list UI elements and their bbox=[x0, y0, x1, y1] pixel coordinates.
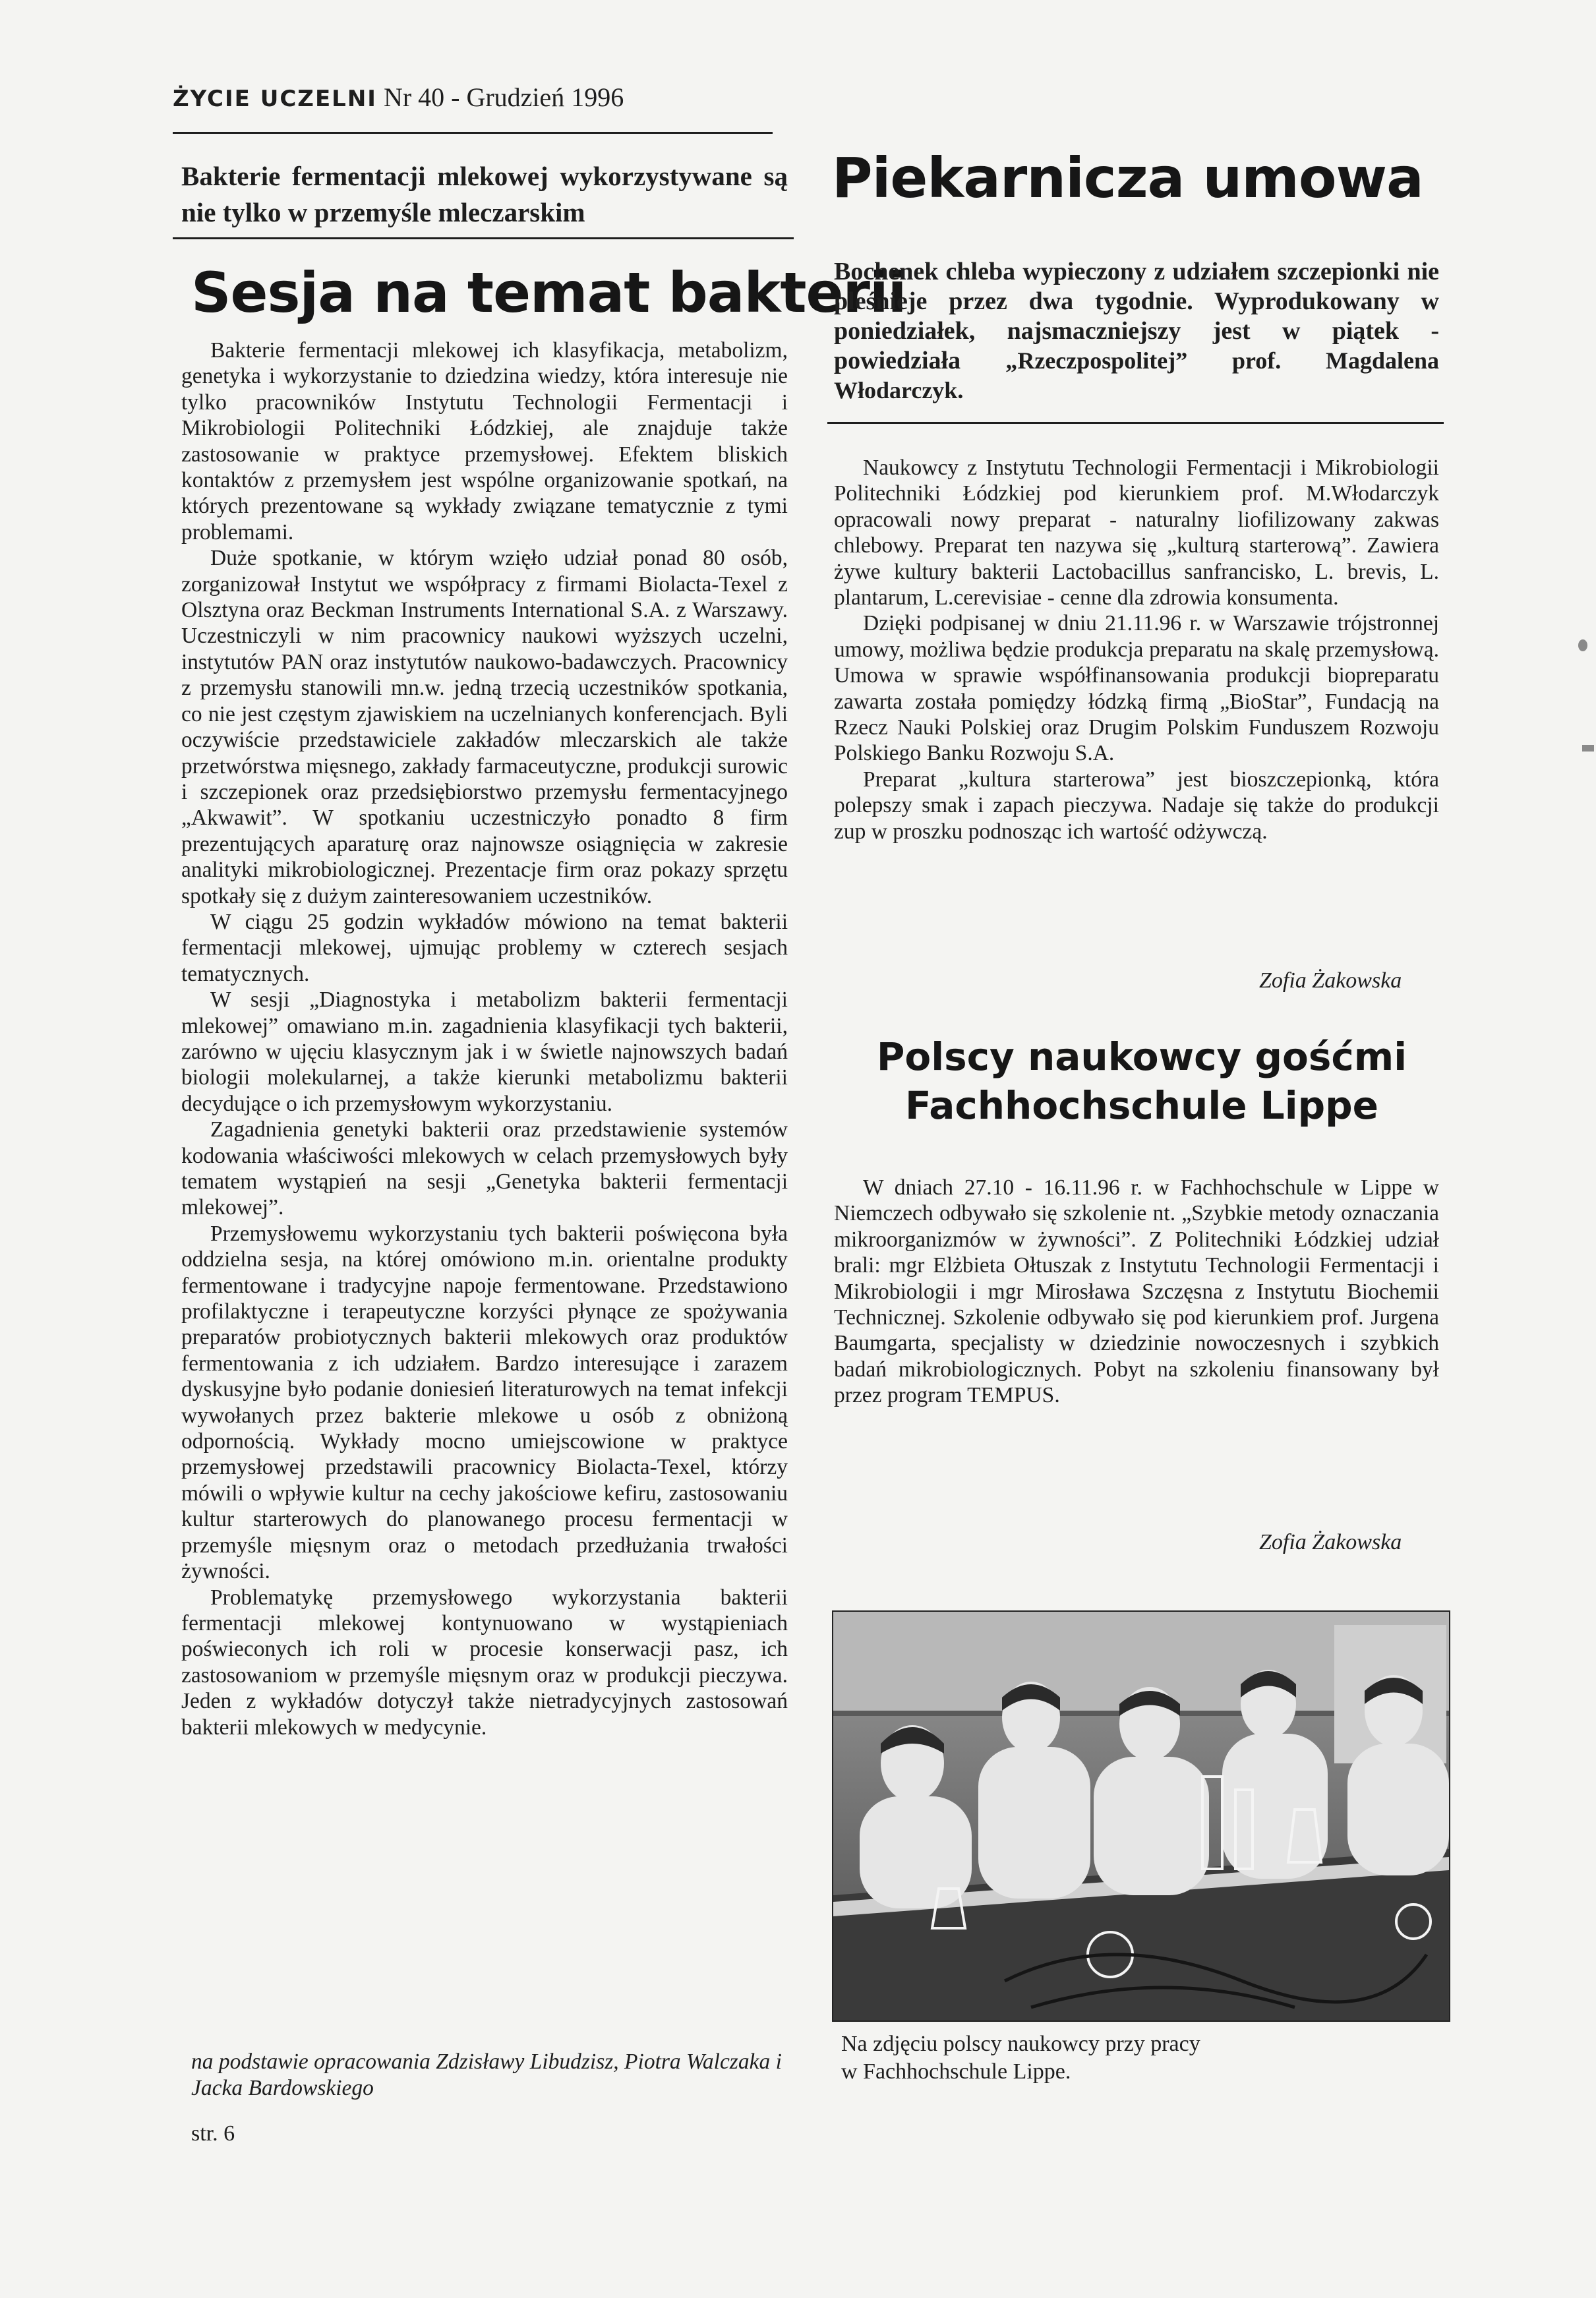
right-article-2-body bbox=[834, 1175, 1439, 1409]
left-paragraph: Bakterie fermentacji mlekowej ich klasyfikacja, metabolizm, genetyka i wykorzystanie to dziedzina wiedzy, która interesuje nie tylko pracowników Instytutu Technologii Fermentacji i Mikrobiologii Politechniki Łódzkiej, ale znajduje także zastosowanie w praktyce przemysłowej. Efektem bliskich kontaktów z przemysłem jest wspólne organizowanie spotkań, na których prezentowane są wykłady związane tematycznie z tymi problemami. bbox=[181, 338, 788, 545]
title-line: Fachhochschule Lippe bbox=[905, 1083, 1378, 1128]
masthead-rule bbox=[173, 132, 773, 134]
left-paragraph: Problematykę przemysłowego wykorzystania bakterii fermentacji mlekowej kontynuowano w wystąpieniach poświeconych ich roli w procesie konserwacji pasz, ich zastosowaniom w przemyśle mięsnym oraz w produkcji pieczywa. Jeden z wykładów dotyczył także nietradycyjnych zastosowań bakterii mlekowych w medycynie. bbox=[181, 1585, 788, 1740]
title-line: Polscy naukowcy gośćmi bbox=[876, 1034, 1407, 1079]
scan-mark bbox=[1578, 639, 1587, 651]
lab-photo bbox=[832, 1610, 1450, 2022]
right-paragraph: Dzięki podpisanej w dniu 21.11.96 r. w Warszawie trójstronnej umowy, możliwa będzie produkcja preparatu na skalę przemysłową. Umowa w sprawie współfinansowania produkcji biopreparatu zawarta została pomiędzy łódzką firmą „BioStar”, Fundacją na Rzecz Nauki Polskiej oraz Drugim Polskim Funduszem Rozwoju Polskiego Banku Rozwoju S.A. bbox=[834, 611, 1439, 766]
left-article-credit: na podstawie opracowania Zdzisławy Libudzisz, Piotra Walczaka i Jacka Bardowskiego bbox=[191, 2049, 782, 2100]
page-number: str. 6 bbox=[191, 2121, 235, 2146]
right-article-1-lead bbox=[834, 257, 1439, 405]
lead-text-end: „Rzeczpospolitej” prof. Magdalena Włodarczyk. bbox=[834, 347, 1439, 403]
issue-info: Nr 40 - Grudzień 1996 bbox=[383, 82, 624, 112]
caption-line: Na zdjęciu polscy naukowcy przy pracy bbox=[841, 2032, 1200, 2056]
lab-photo-illustration bbox=[833, 1612, 1449, 2020]
scan-mark bbox=[1582, 745, 1594, 751]
right-article-2-title bbox=[832, 1032, 1452, 1130]
right-paragraph: Naukowcy z Instytutu Technologii Fermentacji i Mikrobiologii Politechniki Łódzkiej pod kierunkiem prof. M.Włodarczyk opracowali nowy preparat - naturalny liofilizowany zakwas chlebowy. Preparat ten nazywa się „kulturą starterową”. Zawiera żywe kultury bakterii Lactobacillus sanfrancisko, L. brevis, L. plantarum, L.cerevisiae - cenne dla zdrowia konsumenta. bbox=[834, 456, 1439, 610]
lead-text: Bochenek chleba wypieczony z udziałem szczepionki nie pleśnieje przez dwa tygodnie. Wyprodukowany w poniedziałek, najsmaczniejszy jest w piątek - powiedziała bbox=[834, 258, 1439, 374]
masthead bbox=[173, 79, 832, 117]
lead-rule bbox=[827, 422, 1444, 424]
photo-caption bbox=[841, 2030, 1434, 2086]
left-paragraph: W sesji „Diagnostyka i metabolizm bakterii fermentacji mlekowej” omawiano m.in. zagadnienia klasyfikacji tych bakterii, zarówno w ujęciu klasycznym jak i w świetle najnowszych badań biologii molekularnej, a także kierunki metabolizmu bakterii decydujące o ich przemysłowym wykorzystaniu. bbox=[181, 987, 788, 1116]
right-article-1-signature: Zofia Żakowska bbox=[1259, 968, 1402, 993]
left-article-title: Sesja na temat bakterii bbox=[191, 260, 906, 325]
left-article-kicker: Bakterie fermentacji mlekowej wykorzystywane są nie tylko w przemyśle mleczarskim bbox=[181, 161, 788, 227]
right-article-1-title: Piekarnicza umowa bbox=[832, 146, 1423, 210]
caption-line: w Fachhochschule Lippe. bbox=[841, 2059, 1071, 2084]
right-paragraph: W dniach 27.10 - 16.11.96 r. w Fachhochschule w Lippe w Niemczech odbywało się szkolenie nt. „Szybkie metody oznaczania mikroorganizmów w żywności”. Z Politechniki Łódzkiej udział brali: mgr Elżbieta Ołtuszak z Instytutu Technologii Fermentacji i Mikrobiologii i mgr Mirosława Szczęsna z Instytutu Biochemii Technicznej. Szkolenie odbywało się pod kierunkiem prof. Jurgena Baumgarta, specjalisty w dziedzinie nowoczesnych i szybkich badań mikrobiologicznych. Pobyt na szkoleniu finansowany był przez program TEMPUS. bbox=[834, 1175, 1439, 1408]
right-article-2-signature: Zofia Żakowska bbox=[1259, 1530, 1402, 1554]
right-article-1-body bbox=[834, 455, 1439, 844]
left-paragraph: Przemysłowemu wykorzystaniu tych bakterii poświęcona była oddzielna sesja, na której omówiono m.in. orientalne produkty fermentowane i tradycyjne napoje fermentowane. Przedstawiono profilaktyczne i terapeutyczne korzyści płynące ze spożywania preparatów probiotycznych bakterii mlekowych oraz produktów fermentowania z ich udziałem. Bardzo interesujące i zarazem dyskusyjne było podanie doniesień literaturowych na temat infekcji wywołanych przez bakterie mlekowe u osób z obniżoną odpornością. Wykłady mocno umiejscowione w praktyce przemysłowej przedstawili pracownicy Biolacta-Texel, którzy mówili o wpływie kultur na cechy jakościowe kefiru, zastosowaniu kultur starterowych do planowanego procesu fermentacji w przemyśle mięsnym oraz o metodach przedłużania trwałości żywności. bbox=[181, 1221, 788, 1584]
left-paragraph: Duże spotkanie, w którym wzięło udział ponad 80 osób, zorganizował Instytut we współpracy z firmami Biolacta-Texel z Olsztyna oraz Beckman Instruments International S.A. z Warszawy. Uczestniczyli w nim pracownicy naukowi wyższych uczelni, instytutów PAN oraz instytutów naukowo-badawczych. Pracownicy z przemysłu stanowili mn.w. jedną trzecią uczestników spotkania, co nie jest częstym zjawiskiem na uczelnianych konferencjach. Byli oczywiście przedstawiciele zakładów mleczarskich ale także przetwórstwa mięsnego, zakłady farmaceutyczne, produkcji surowic i szczepionek oraz przedsiębiorstwo przemysłu fermentacyjnego „Akwawit”. W spotkaniu uczestniczyło ponadto 8 firm prezentujących aparaturę oraz najnowsze osiągnięcia w zakresie analityki mikrobiologicznej. Prezentacje firm oraz pokazy sprzętu spotkały się z dużym zainteresowaniem uczestników. bbox=[181, 546, 788, 908]
publication-name: ŻYCIE UCZELNI bbox=[173, 86, 377, 112]
left-paragraph: Zagadnienia genetyki bakterii oraz przedstawienie systemów kodowania właściwości mlekowych w celach przemysłowych były tematem wystąpień na sesji „Genetyka bakterii fermentacji mlekowej”. bbox=[181, 1117, 788, 1220]
kicker-rule bbox=[173, 237, 794, 239]
left-paragraph: W ciągu 25 godzin wykładów mówiono na temat bakterii fermentacji mlekowej, ujmując problemy w czterech sesjach tematycznych. bbox=[181, 909, 788, 986]
left-article-body bbox=[181, 338, 788, 1740]
right-paragraph: Preparat „kultura starterowa” jest bioszczepionką, która polepszy smak i zapach pieczywa. Nadaje się także do produkcji zup w proszku podnosząc ich wartość odżywczą. bbox=[834, 767, 1439, 844]
